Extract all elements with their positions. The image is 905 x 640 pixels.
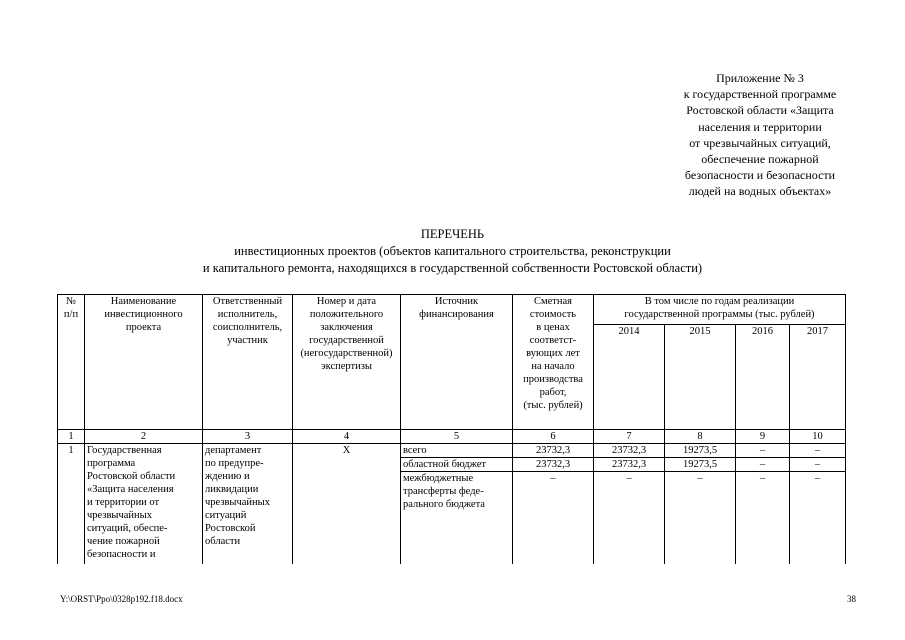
source-2016: – — [736, 472, 790, 564]
source-2015: 19273,5 — [665, 444, 736, 458]
col-number: 4 — [293, 430, 401, 444]
heading-line-1: инвестиционных проектов (объектов капитального строительства, реконструкции — [234, 244, 671, 258]
source-2015: 19273,5 — [665, 458, 736, 472]
source-2016: – — [736, 444, 790, 458]
header-year-2015: 2015 — [665, 325, 736, 430]
source-2017: – — [790, 472, 846, 564]
col-number: 2 — [85, 430, 203, 444]
col-number: 9 — [736, 430, 790, 444]
header-source: Источник финансирования — [401, 295, 513, 430]
document-heading — [0, 226, 905, 277]
header-executor: Ответственный исполнитель, соисполнитель, участник — [203, 295, 293, 430]
col-number: 5 — [401, 430, 513, 444]
row-project-name: Государственная программа Ростовской области «Защита населения и территории от чрезвычайных ситуаций, обеспе- чение пожарной безопасности и — [85, 444, 203, 564]
appendix-line: безопасности и безопасности — [684, 168, 836, 183]
source-cost: 23732,3 — [513, 444, 594, 458]
col-number: 6 — [513, 430, 594, 444]
col-number: 7 — [594, 430, 665, 444]
footer-page-number: 38 — [847, 594, 856, 604]
source-label: всего — [401, 444, 513, 458]
appendix-line: обеспечение пожарной — [701, 152, 819, 167]
table-row — [58, 444, 846, 458]
appendix-line: Ростовской области «Защита — [686, 103, 834, 118]
header-year-2014: 2014 — [594, 325, 665, 430]
col-number: 3 — [203, 430, 293, 444]
column-numbers-row — [58, 430, 846, 444]
header-years-group: В том числе по годам реализации государственной программы (тыс. рублей) — [594, 295, 846, 325]
col-number: 10 — [790, 430, 846, 444]
heading-title: ПЕРЕЧЕНЬ — [420, 227, 485, 241]
header-year-2016: 2016 — [736, 325, 790, 430]
source-2014: – — [594, 472, 665, 564]
source-2014: 23732,3 — [594, 458, 665, 472]
source-2017: – — [790, 458, 846, 472]
source-cost: – — [513, 472, 594, 564]
appendix-line: от чрезвычайных ситуаций, — [689, 135, 831, 150]
source-2017: – — [790, 444, 846, 458]
appendix-line: Приложение № 3 — [716, 71, 804, 85]
row-executor: департамент по предупре- ждению и ликвидации чрезвычайных ситуаций Ростовской области — [203, 444, 293, 564]
source-label: областной бюджет — [401, 458, 513, 472]
source-2014: 23732,3 — [594, 444, 665, 458]
appendix-line: людей на водных объектах» — [688, 184, 832, 199]
heading-line-2: и капитального ремонта, находящихся в государственной собственности Ростовской области) — [202, 261, 703, 275]
source-label: межбюджетные трансферты феде- рального бюджета — [401, 472, 513, 564]
row-expertise: Х — [293, 444, 401, 564]
source-cost: 23732,3 — [513, 458, 594, 472]
header-cost: Сметная стоимость в ценах соответст- вующих лет на начало производства работ, (тыс. рублей) — [513, 295, 594, 430]
footer-file-path: Y:\ORST\Ppo\0328p192.f18.docx — [60, 594, 183, 604]
investment-projects-table — [57, 294, 846, 564]
header-name: Наименование инвестиционного проекта — [85, 295, 203, 430]
col-number: 8 — [665, 430, 736, 444]
appendix-line: к государственной программе — [683, 87, 837, 102]
row-num: 1 — [58, 444, 85, 564]
header-num: № п/п — [58, 295, 85, 430]
header-expertise: Номер и дата положительного заключения государственной (негосударственной) экспертизы — [293, 295, 401, 430]
appendix-line: населения и территории — [698, 119, 822, 134]
appendix-caption — [640, 70, 880, 200]
col-number: 1 — [58, 430, 85, 444]
header-year-2017: 2017 — [790, 325, 846, 430]
source-2016: – — [736, 458, 790, 472]
source-2015: – — [665, 472, 736, 564]
